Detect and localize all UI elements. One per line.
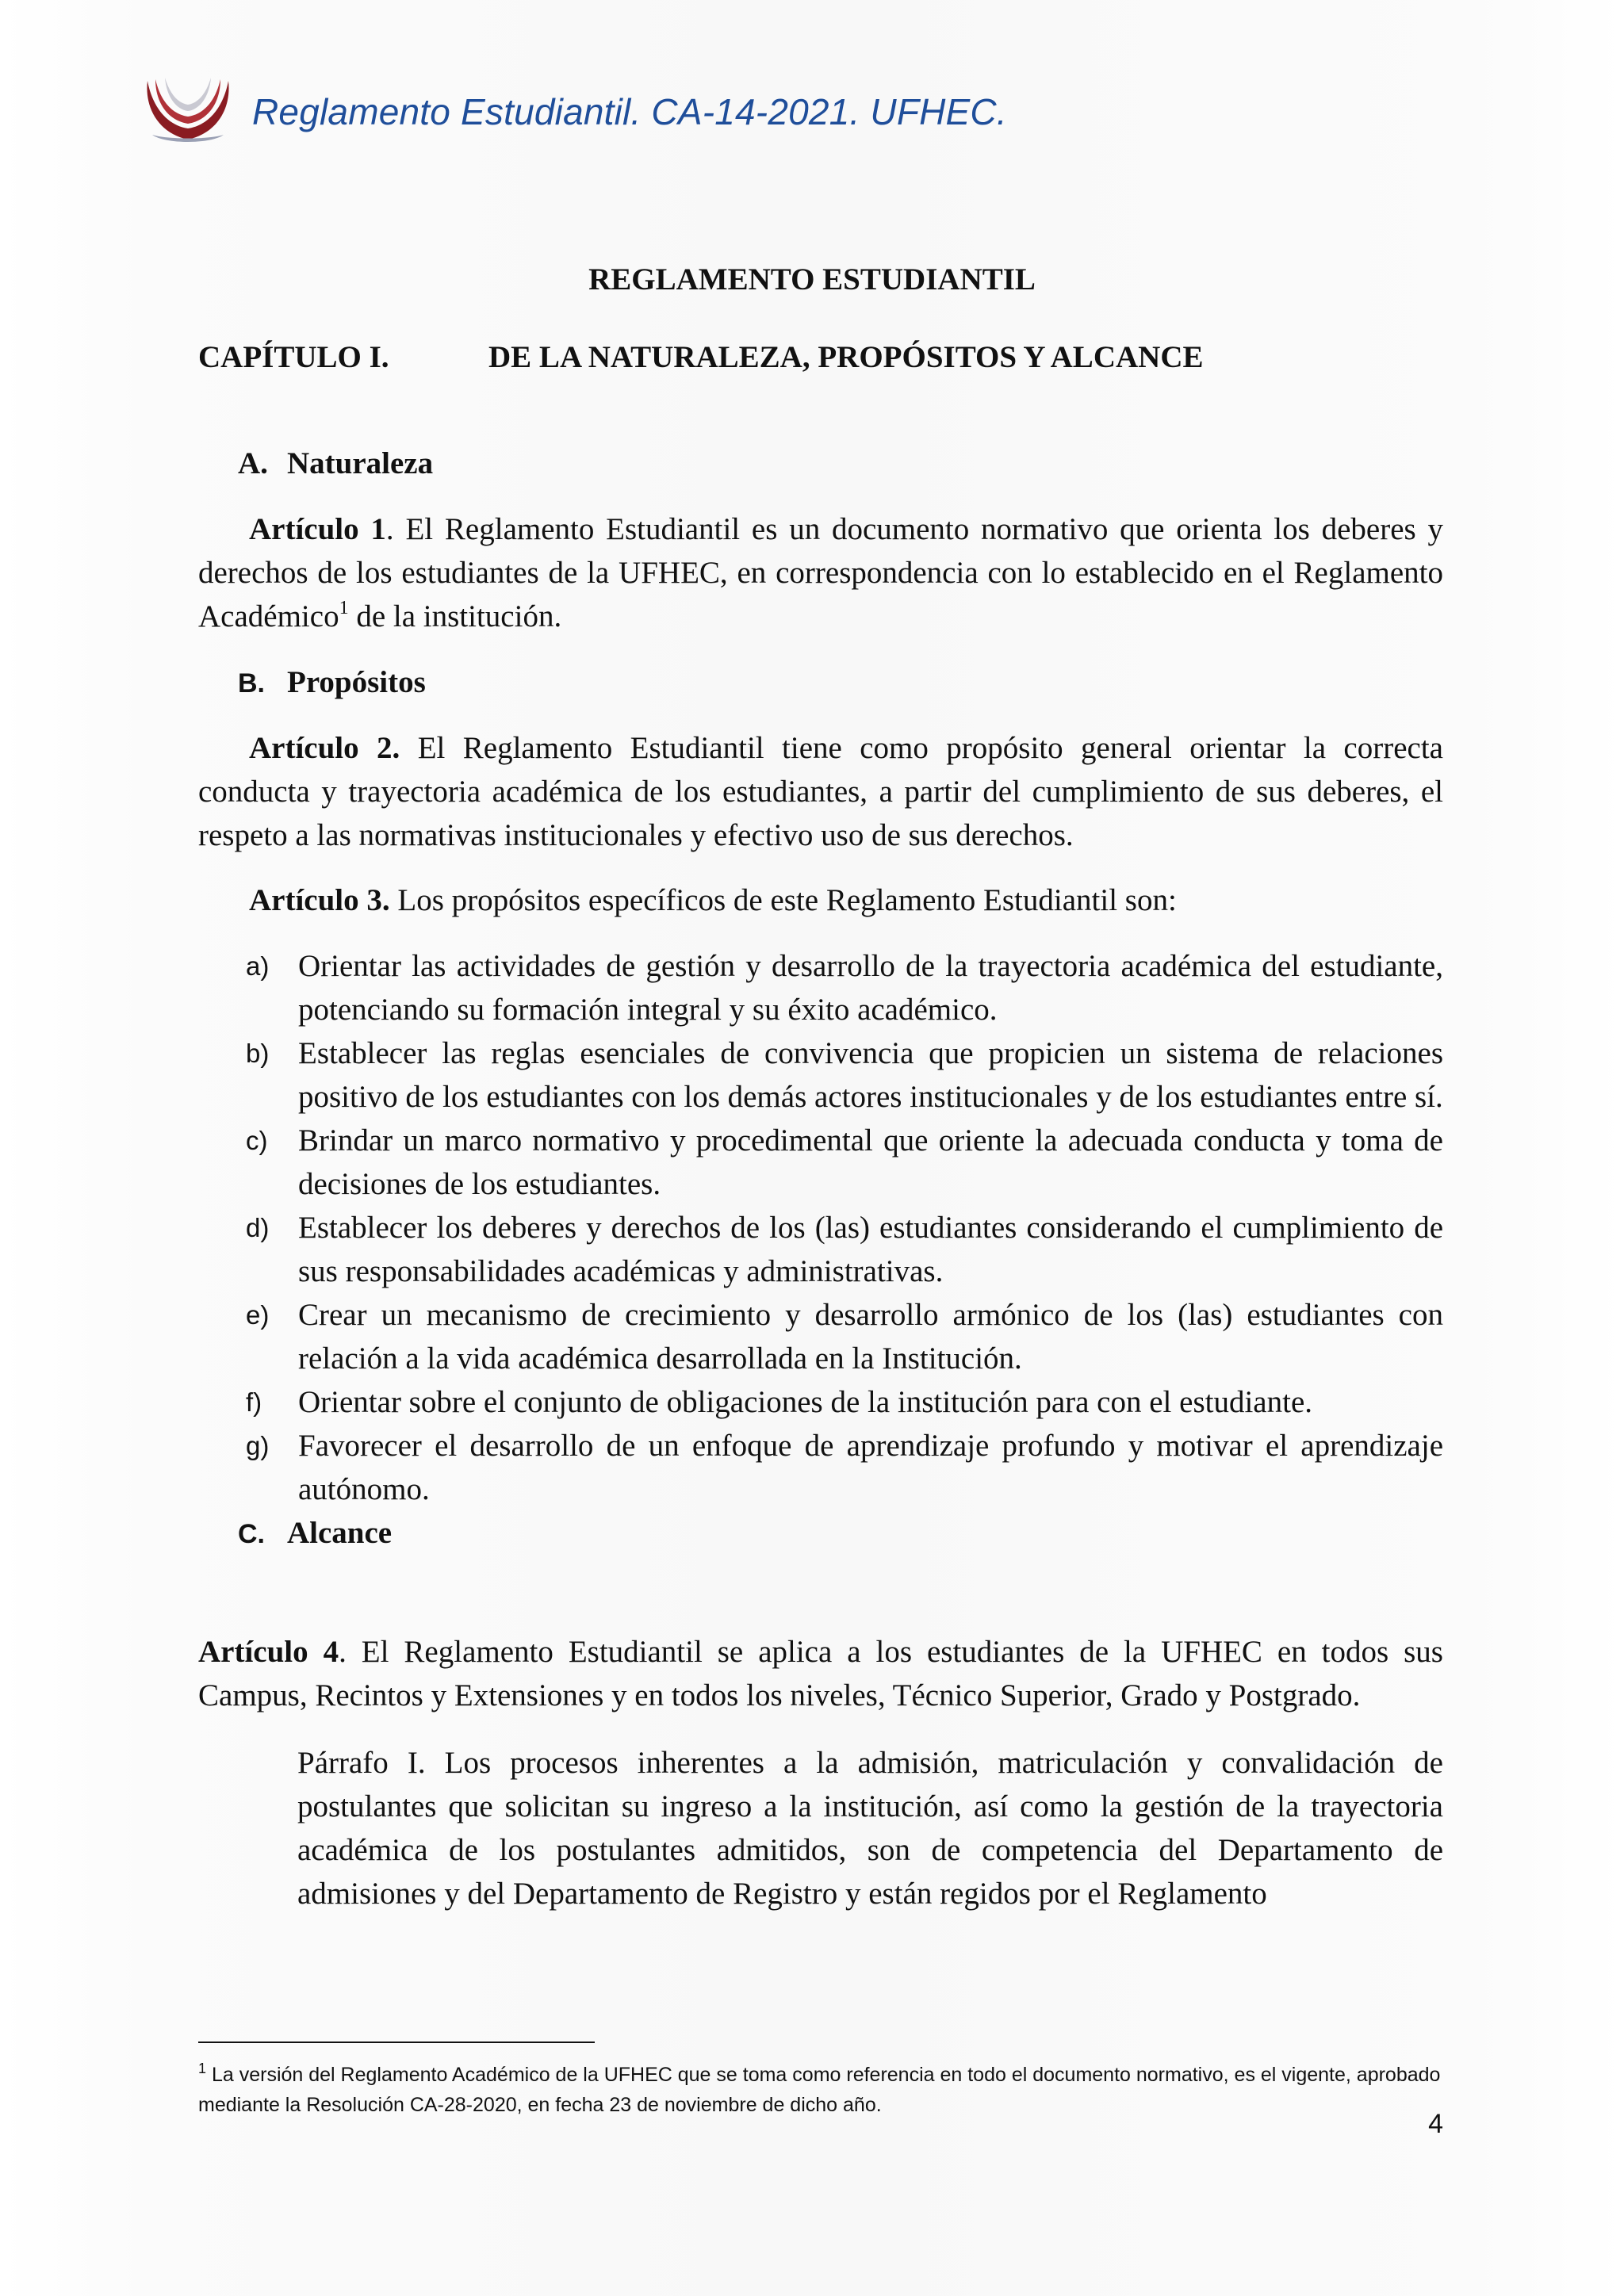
list-marker: e) [246, 1300, 270, 1330]
chapter-heading: DE LA NATURALEZA, PROPÓSITOS Y ALCANCE [488, 340, 1204, 374]
ufhec-logo-icon [141, 76, 235, 147]
article-label: Artículo 2. [249, 731, 400, 765]
list-marker: a) [246, 951, 270, 981]
chapter-label: CAPÍTULO I. [198, 340, 389, 374]
section-b-heading [238, 664, 426, 700]
list-text: Favorecer el desarrollo de un enfoque de aprendizaje profundo y motivar el aprendizaje autónomo. [298, 1429, 1443, 1506]
document-title: REGLAMENTO ESTUDIANTIL [588, 262, 1036, 297]
list-item [246, 1206, 1443, 1293]
article-1 [198, 507, 1443, 638]
list-text: Establecer las reglas esenciales de convivencia que propicien un sistema de relaciones positivo de los estudiantes con los demás actores institucionales y de los estudiantes entre sí. [298, 1036, 1443, 1114]
page-header [141, 76, 1007, 147]
list-text: Orientar sobre el conjunto de obligaciones de la institución para con el estudiante. [298, 1385, 1313, 1419]
section-letter: A. [238, 446, 268, 480]
section-letter: B. [238, 668, 265, 698]
footnote-ref: 1 [339, 598, 349, 618]
list-marker: g) [246, 1431, 270, 1460]
parrafo-i: Párrafo I. Los procesos inherentes a la admisión, matriculación y convalidación de postulantes que solicitan su ingreso a la institución, así como la gestión de la trayectoria académica de los postulantes admitidos, son de competencia del Departamento de admisiones y del Departamento de Registro y están regidos por el Reglamento [297, 1746, 1443, 1911]
list-text: Crear un mecanismo de crecimiento y desarrollo armónico de los (las) estudiantes con relación a la vida académica desarrollada en la Institución. [298, 1298, 1443, 1376]
article-2 [198, 726, 1443, 857]
section-title: Alcance [287, 1516, 393, 1550]
list-item [246, 1119, 1443, 1206]
list-item [246, 1293, 1443, 1380]
purposes-list [238, 944, 1443, 1556]
article-label: Artículo 4 [198, 1635, 339, 1669]
header-title: Reglamento Estudiantil. CA-14-2021. UFHEC. [252, 91, 1007, 132]
article-text: . El Reglamento Estudiantil es un documento normativo que orienta los deberes y derechos de los estudiantes de la UFHEC, en correspondencia con lo establecido en el Reglamento Académico [198, 512, 1443, 633]
section-c-heading [238, 1511, 1443, 1556]
list-item [246, 1380, 1443, 1424]
list-item [246, 1424, 1443, 1511]
footnote [198, 2060, 1443, 2120]
section-title: Propósitos [287, 665, 426, 699]
list-text: Establecer los deberes y derechos de los (las) estudiantes considerando el cumplimiento de sus responsabilidades académicas y administrativas. [298, 1211, 1443, 1288]
list-marker: f) [246, 1387, 262, 1417]
article-4 [198, 1630, 1443, 1717]
list-marker: b) [246, 1039, 270, 1068]
list-item [246, 1031, 1443, 1119]
section-letter: C. [238, 1519, 265, 1549]
article-label: Artículo 1 [249, 512, 386, 546]
article-text-end: de la institución. [348, 599, 562, 633]
article-label: Artículo 3. [249, 883, 390, 917]
list-text: Brindar un marco normativo y procedimental que oriente la adecuada conducta y toma de decisiones de los estudiantes. [298, 1123, 1443, 1201]
section-a-heading [238, 446, 433, 481]
list-marker: d) [246, 1213, 270, 1242]
article-text: Los propósitos específicos de este Reglamento Estudiantil son: [389, 883, 1177, 917]
article-text: . El Reglamento Estudiantil se aplica a los estudiantes de la UFHEC en todos sus Campus, Recintos y Extensiones y en todos los niveles, Técnico Superior, Grado y Postgrado. [198, 1635, 1443, 1712]
list-text: Orientar las actividades de gestión y desarrollo de la trayectoria académica del estudiante, potenciando su formación integral y su éxito académico. [298, 949, 1443, 1027]
footnote-number: 1 [198, 2061, 207, 2076]
section-title: Naturaleza [287, 446, 434, 480]
list-marker: c) [246, 1126, 268, 1155]
footnote-divider [198, 2042, 595, 2043]
list-item [246, 944, 1443, 1031]
article-text: El Reglamento Estudiantil tiene como propósito general orientar la correcta conducta y trayectoria académica de los estudiantes, a partir del cumplimiento de sus deberes, el respeto a las normativas institucionales y efectivo uso de sus derechos. [198, 731, 1443, 852]
article-3 [198, 878, 1443, 922]
footnote-text: La versión del Reglamento Académico de la UFHEC que se toma como referencia en todo el documento normativo, es el vigente, aprobado mediante la Resolución CA-28-2020, en fecha 23 de noviembre de dicho año. [198, 2064, 1441, 2116]
page-number: 4 [1428, 2109, 1443, 2139]
